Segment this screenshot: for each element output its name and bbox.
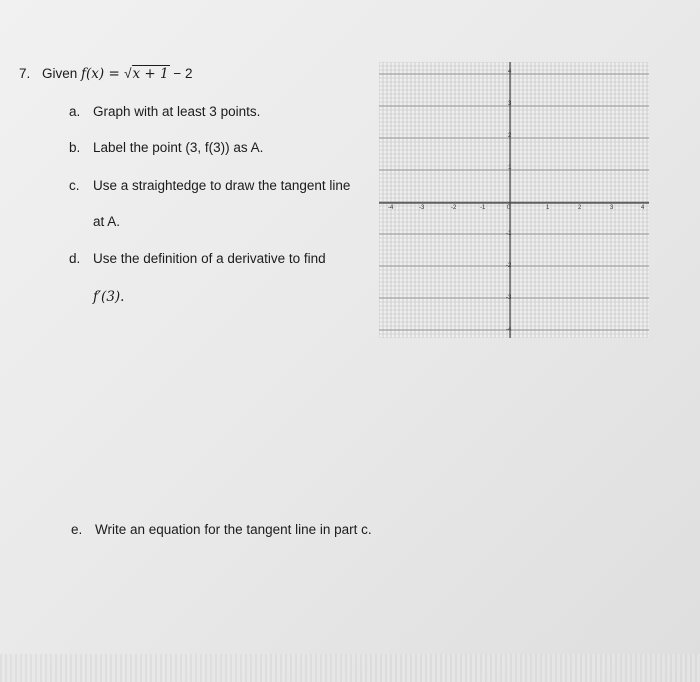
y-tick-label: 1 <box>508 165 512 171</box>
function-tail: − 2 <box>169 66 193 81</box>
x-tick-label: 1 <box>546 205 550 211</box>
part-c-text: Use a straightedge to draw the tangent line <box>93 178 351 193</box>
part-a-text: Graph with at least 3 points. <box>93 104 261 119</box>
part-d-letter: d. <box>69 251 81 266</box>
x-tick-label: -1 <box>480 205 486 211</box>
x-tick-label: 0 <box>507 205 511 211</box>
grid-background <box>379 62 649 338</box>
part-a-letter: a. <box>69 104 81 119</box>
binder-edge <box>0 654 700 682</box>
part-c-letter: c. <box>69 178 80 193</box>
part-b-letter: b. <box>69 140 81 155</box>
x-tick-label: -3 <box>419 205 425 211</box>
part-c-continued: at A. <box>93 214 121 229</box>
problem-statement <box>42 66 193 82</box>
y-tick-label: 2 <box>508 133 512 139</box>
y-tick-label: -1 <box>506 231 512 237</box>
coordinate-grid <box>379 62 649 338</box>
part-d-derivative: f′(3). <box>93 289 125 305</box>
part-e-text: Write an equation for the tangent line in part c. <box>95 522 372 537</box>
function-lhs: f(x) = <box>81 66 125 82</box>
y-tick-label: -3 <box>506 295 512 301</box>
y-tick-label: -2 <box>506 263 512 269</box>
part-e-letter: e. <box>71 522 83 537</box>
given-label: Given <box>42 66 78 81</box>
y-tick-label: 3 <box>508 101 512 107</box>
y-tick-label: 4 <box>508 69 512 75</box>
part-d-text: Use the definition of a derivative to find <box>93 251 326 266</box>
sqrt-symbol: √ <box>124 66 132 81</box>
radicand: x + 1 <box>132 66 169 82</box>
x-tick-label: 2 <box>578 205 582 211</box>
x-tick-label: -2 <box>451 205 457 211</box>
x-tick-label: -4 <box>388 205 394 211</box>
part-b-text: Label the point (3, f(3)) as A. <box>93 140 264 155</box>
problem-number: 7. <box>19 66 31 81</box>
x-tick-label: 3 <box>610 205 614 211</box>
x-tick-label: 4 <box>641 205 645 211</box>
y-tick-label: -4 <box>506 327 512 333</box>
